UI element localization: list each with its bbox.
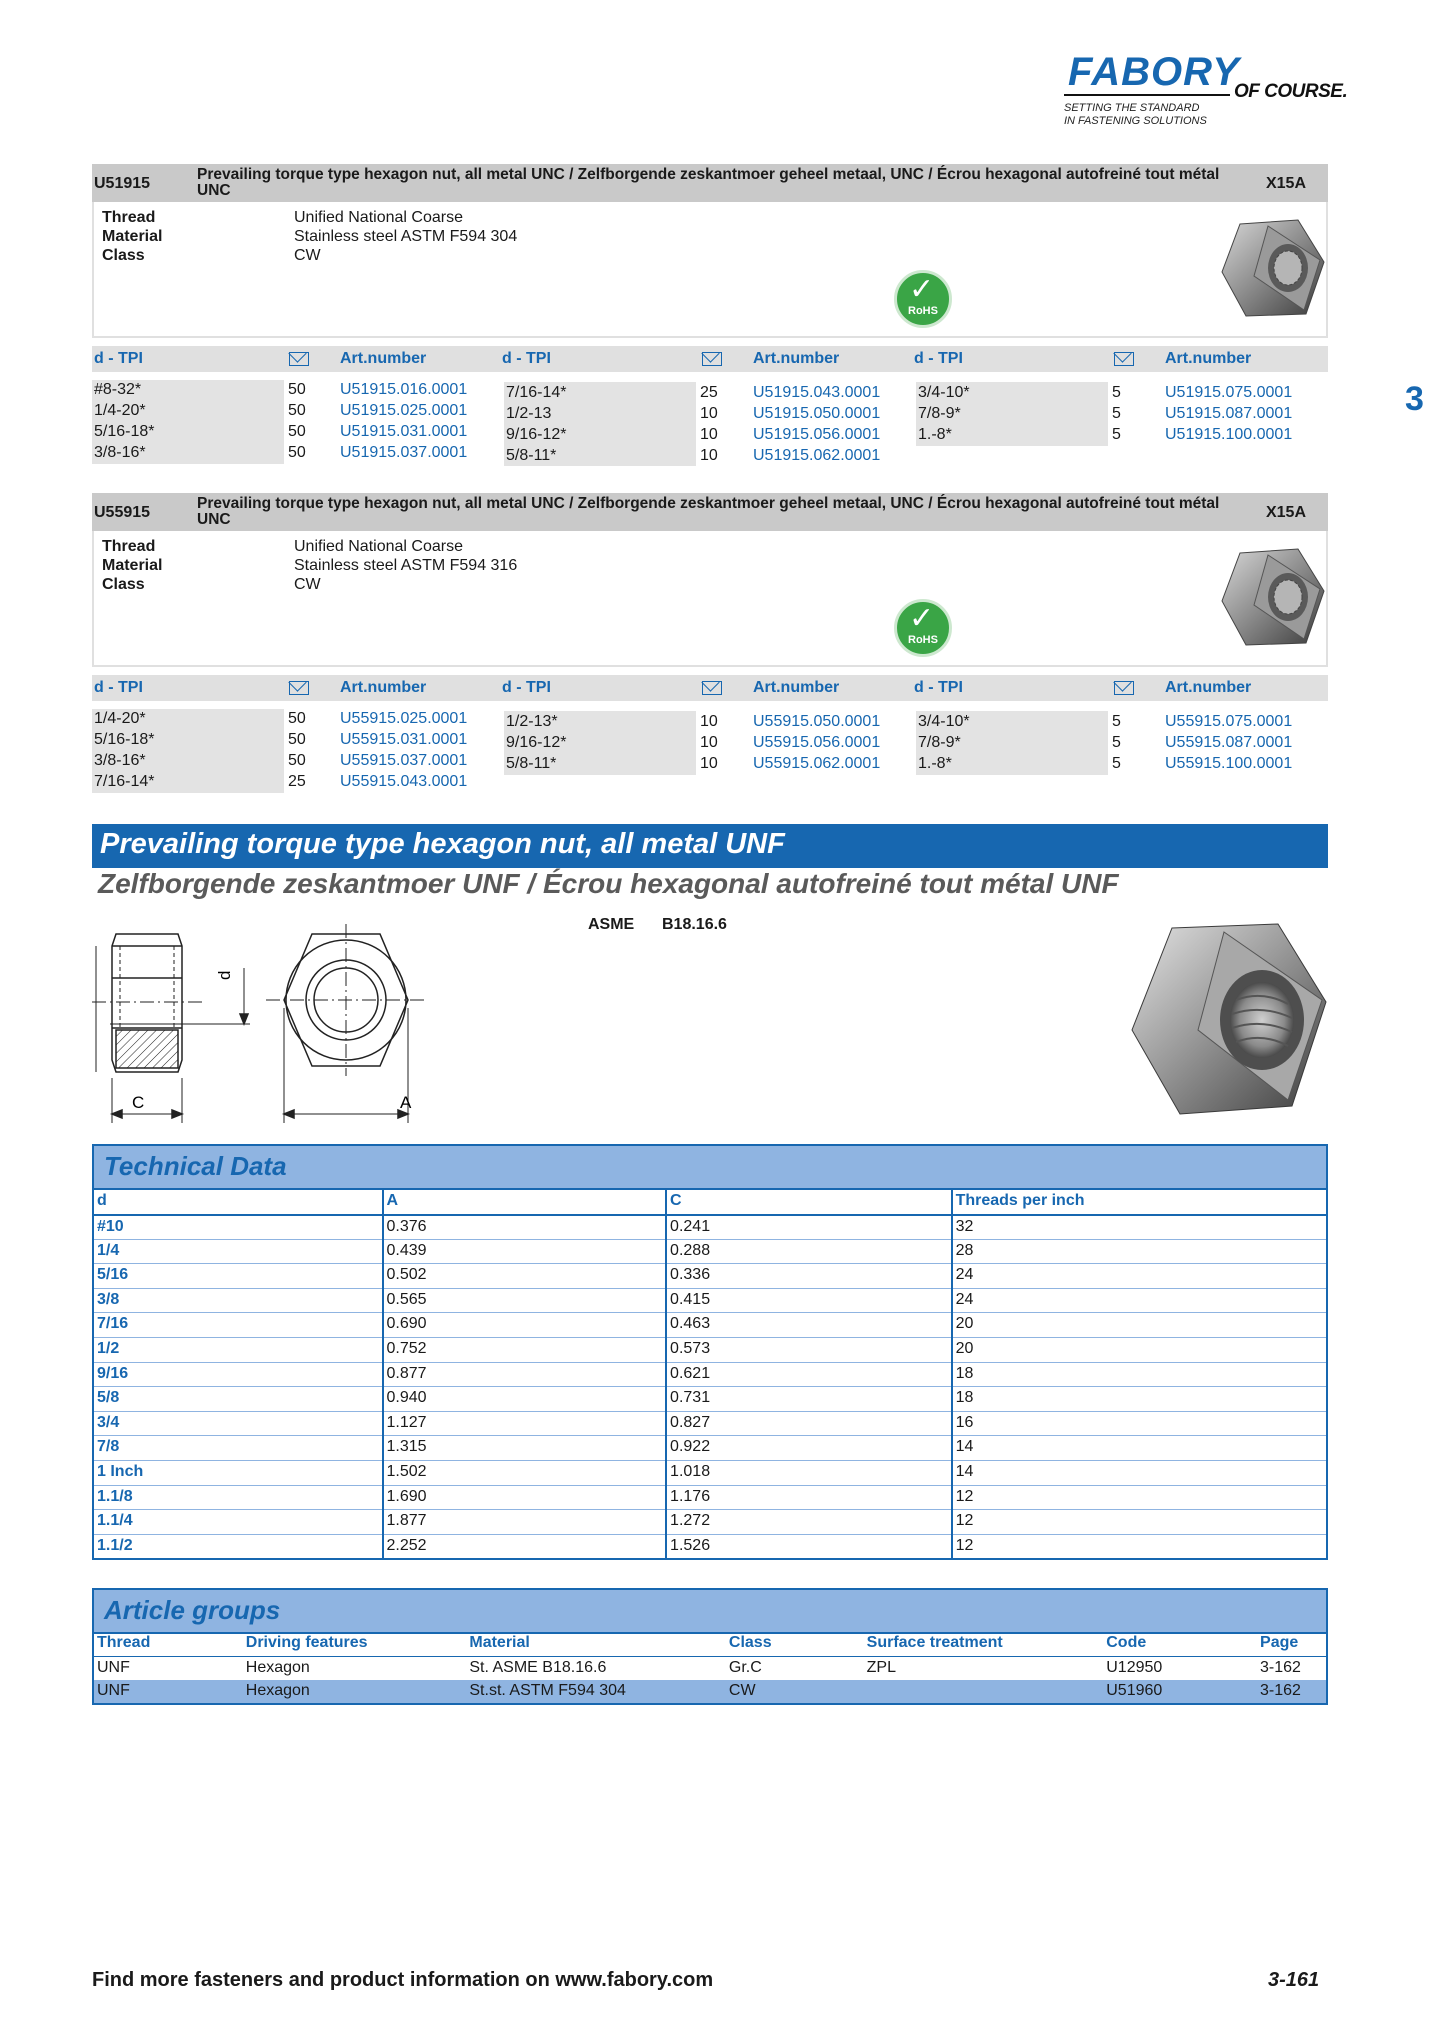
table-row (93, 1461, 1327, 1486)
table-cell: Gr.C (728, 1658, 762, 1676)
spec-label: Thread (102, 209, 156, 226)
table-cell: 1.315 (383, 1436, 667, 1461)
table-cell: 1.1/2 (93, 1534, 383, 1559)
variant-size: 3/8-16* (94, 444, 146, 461)
table-cell: Hexagon (243, 1680, 467, 1704)
table-cell: 1.690 (383, 1485, 667, 1510)
envelope-icon (289, 681, 309, 695)
spec-label: Material (102, 228, 163, 245)
variant-size: 5/16-18* (94, 423, 155, 440)
article-number-link[interactable]: U55915.050.0001 (753, 713, 881, 730)
section-title: Prevailing torque type hexagon nut, all metal UNF (100, 828, 785, 860)
envelope-icon (289, 352, 309, 366)
article-groups-header (92, 1588, 1328, 1634)
variant-qty: 50 (288, 402, 306, 419)
column-header: Page (1257, 1632, 1327, 1656)
table-cell: 12 (952, 1485, 1327, 1510)
variant-size: 7/8-9* (918, 405, 961, 422)
variant-qty: 5 (1112, 755, 1121, 772)
table-cell: 1.1/4 (93, 1510, 383, 1535)
standard-number: B18.16.6 (662, 916, 727, 933)
variant-size: 3/4-10* (918, 384, 970, 401)
hex-nut-image (1220, 545, 1326, 649)
table-cell: 32 (952, 1215, 1327, 1240)
table-cell: 0.621 (666, 1362, 952, 1387)
spec-value: Unified National Coarse (294, 538, 463, 555)
article-number-link[interactable]: U51915.025.0001 (340, 402, 468, 419)
col-art-number: Art.number (340, 679, 427, 696)
table-cell: #10 (93, 1215, 383, 1240)
table-cell: 9/16 (93, 1362, 383, 1387)
product-spec-box (92, 531, 1328, 667)
table-cell: 1.502 (383, 1461, 667, 1486)
article-number-link[interactable]: U55915.031.0001 (340, 731, 468, 748)
column-header: C (666, 1190, 952, 1215)
technical-drawing (90, 918, 480, 1128)
col-art-number: Art.number (753, 350, 840, 367)
variant-qty: 25 (288, 773, 306, 790)
spec-label: Class (102, 576, 145, 593)
table-cell: 1/4 (93, 1239, 383, 1264)
table-cell: 16 (952, 1411, 1327, 1436)
dimension-c-label: C (132, 1093, 145, 1112)
variant-size: 9/16-12* (506, 426, 567, 443)
variant-qty: 5 (1112, 384, 1121, 401)
col-d-tpi: d - TPI (914, 350, 963, 367)
table-cell: 18 (952, 1387, 1327, 1412)
table-cell: 1.1/8 (93, 1485, 383, 1510)
spec-label: Class (102, 247, 145, 264)
article-number-link[interactable]: U51915.100.0001 (1165, 426, 1293, 443)
table-cell: 0.415 (666, 1288, 952, 1313)
table-cell: CW (726, 1680, 864, 1704)
col-art-number: Art.number (1165, 350, 1252, 367)
dimension-d-label: d (215, 970, 234, 980)
table-header-row (93, 1190, 1327, 1215)
variant-header (92, 675, 1328, 701)
variant-size: 3/4-10* (918, 713, 970, 730)
table-cell: 20 (952, 1338, 1327, 1363)
table-cell: 1/2 (93, 1338, 383, 1363)
table-cell: 3/8 (93, 1288, 383, 1313)
table-cell: U51960 (1103, 1680, 1257, 1704)
product-title: Prevailing torque type hexagon nut, all metal UNC / Zelfborgende zeskantmoer geheel metaal, UNC / Écrou hexagonal autofreiné tout métal UNC (197, 166, 1220, 199)
rohs-badge (894, 599, 952, 657)
table-cell: 3-162 (1257, 1680, 1327, 1704)
table-cell: 14 (952, 1436, 1327, 1461)
table-cell: 28 (952, 1239, 1327, 1264)
variant-size: 1/4-20* (94, 710, 146, 727)
table-row (93, 1387, 1327, 1412)
brand-name: FABORY (1068, 50, 1240, 94)
table-cell: 24 (952, 1288, 1327, 1313)
variant-qty: 50 (288, 752, 306, 769)
table-cell: 0.690 (383, 1313, 667, 1338)
table-cell: 12 (952, 1534, 1327, 1559)
table-cell: 0.922 (666, 1436, 952, 1461)
table-cell: 1.877 (383, 1510, 667, 1535)
table-row (93, 1485, 1327, 1510)
dimension-a-label: A (400, 1093, 412, 1112)
brand-subline (1064, 102, 1284, 128)
variant-size: 1/2-13 (506, 405, 552, 422)
variant-grid (92, 709, 1328, 799)
variant-qty: 5 (1112, 426, 1121, 443)
section-subtitle: Zelfborgende zeskantmoer UNF / Écrou hexagonal autofreiné tout métal UNF (98, 868, 1119, 899)
table-row (93, 1313, 1327, 1338)
variant-qty: 5 (1112, 405, 1121, 422)
side-view (92, 934, 250, 1123)
table-cell: 1.526 (666, 1534, 952, 1559)
table-cell: 1.176 (666, 1485, 952, 1510)
col-art-number: Art.number (1165, 679, 1252, 696)
rohs-label: RoHS (908, 305, 938, 317)
spec-value: Unified National Coarse (294, 209, 463, 226)
table-cell: 18 (952, 1362, 1327, 1387)
hex-nut-image (1220, 216, 1326, 320)
table-cell: 20 (952, 1313, 1327, 1338)
table-cell: 0.241 (666, 1215, 952, 1240)
table-row (93, 1510, 1327, 1535)
article-number-link[interactable]: U51915.087.0001 (1165, 405, 1293, 422)
rohs-badge (894, 270, 952, 328)
table-cell: 0.877 (383, 1362, 667, 1387)
technical-data-table (92, 1190, 1328, 1560)
spec-value: CW (294, 576, 321, 593)
table-cell: 0.731 (666, 1387, 952, 1412)
table-cell: St. ASME B18.16.6 (469, 1658, 607, 1676)
table-cell: 5/16 (93, 1264, 383, 1289)
chapter-number: 3 (1405, 380, 1424, 418)
variant-qty: 10 (700, 713, 718, 730)
envelope-icon (702, 352, 722, 366)
check-icon: ✓ (909, 272, 935, 307)
col-d-tpi: d - TPI (94, 350, 143, 367)
variant-size: 1.-8* (918, 755, 952, 772)
article-number-link[interactable]: U55915.062.0001 (753, 755, 881, 772)
article-number-link[interactable]: U55915.087.0001 (1165, 734, 1293, 751)
article-number-link[interactable]: U51915.056.0001 (753, 426, 881, 443)
table-cell: Hexagon (245, 1658, 310, 1676)
technical-data-title: Technical Data (104, 1151, 287, 1181)
table-cell: U12950 (1106, 1658, 1163, 1676)
variant-qty: 10 (700, 426, 718, 443)
article-group-row[interactable] (93, 1680, 1327, 1704)
table-row (93, 1362, 1327, 1387)
article-number-link[interactable]: U51915.037.0001 (340, 444, 468, 461)
article-number-link[interactable]: U55915.100.0001 (1165, 755, 1293, 772)
variant-size: 7/16-14* (94, 773, 155, 790)
table-cell: 0.827 (666, 1411, 952, 1436)
footer-text: Find more fasteners and product information on www.fabory.com (92, 1969, 714, 1991)
table-cell (864, 1680, 1104, 1704)
article-number-link[interactable]: U55915.037.0001 (340, 752, 468, 769)
product-xcode: X15A (1265, 175, 1306, 192)
product-xcode: X15A (1265, 504, 1306, 521)
col-d-tpi: d - TPI (914, 679, 963, 696)
table-cell: 3/4 (93, 1411, 383, 1436)
column-header: Driving features (243, 1632, 467, 1656)
table-cell: 0.565 (383, 1288, 667, 1313)
table-cell: 0.439 (383, 1239, 667, 1264)
variant-qty: 50 (288, 710, 306, 727)
variant-qty: 5 (1112, 734, 1121, 751)
variant-qty: 10 (700, 405, 718, 422)
column-header: Surface treatment (864, 1632, 1104, 1656)
table-row (93, 1288, 1327, 1313)
column-header: d (93, 1190, 383, 1215)
product-title: Prevailing torque type hexagon nut, all metal UNC / Zelfborgende zeskantmoer geheel metaal, UNC / Écrou hexagonal autofreiné tout métal UNC (197, 495, 1220, 528)
table-cell: ZPL (866, 1658, 896, 1676)
table-cell: 0.376 (383, 1215, 667, 1240)
table-row (93, 1264, 1327, 1289)
variant-grid (92, 380, 1328, 470)
table-cell: 14 (952, 1461, 1327, 1486)
table-cell: 1 Inch (93, 1461, 383, 1486)
product-header (92, 164, 1328, 202)
table-cell: 0.463 (666, 1313, 952, 1338)
variant-qty: 10 (700, 447, 718, 464)
table-cell: 1.272 (666, 1510, 952, 1535)
table-cell: 24 (952, 1264, 1327, 1289)
table-header-row (93, 1632, 1327, 1656)
article-number-link[interactable]: U55915.043.0001 (340, 773, 468, 790)
article-number-link[interactable]: U51915.062.0001 (753, 447, 881, 464)
table-cell: 7/16 (93, 1313, 383, 1338)
product-code: U51915 (94, 175, 151, 192)
article-number-link[interactable]: U55915.075.0001 (1165, 713, 1293, 730)
product-code: U55915 (94, 504, 151, 521)
article-groups-title: Article groups (104, 1595, 281, 1625)
table-cell: 2.252 (383, 1534, 667, 1559)
table-cell: 5/8 (93, 1387, 383, 1412)
spec-value: CW (294, 247, 321, 264)
section-title-bar (92, 824, 1328, 868)
fabory-logo (1062, 52, 1362, 132)
column-header: Code (1103, 1632, 1257, 1656)
spec-value: Stainless steel ASTM F594 304 (294, 228, 518, 245)
table-row (93, 1411, 1327, 1436)
spec-label: Material (102, 557, 163, 574)
col-d-tpi: d - TPI (94, 679, 143, 696)
standard-org: ASME (588, 916, 635, 933)
table-cell: 12 (952, 1510, 1327, 1535)
table-cell: UNF (93, 1680, 243, 1704)
variant-qty: 50 (288, 423, 306, 440)
variant-size: 7/16-14* (506, 384, 567, 401)
table-row (93, 1215, 1327, 1240)
article-number-link[interactable]: U51915.031.0001 (340, 423, 468, 440)
variant-qty: 50 (288, 381, 306, 398)
variant-qty: 5 (1112, 713, 1121, 730)
column-header: Material (466, 1632, 726, 1656)
variant-size: 7/8-9* (918, 734, 961, 751)
variant-qty: 50 (288, 731, 306, 748)
envelope-icon (1114, 352, 1134, 366)
article-number-link[interactable]: U51915.043.0001 (753, 384, 881, 401)
variant-size: 1/2-13* (506, 713, 558, 730)
article-groups-table (92, 1632, 1328, 1705)
technical-data-header (92, 1144, 1328, 1190)
variant-size: 1.-8* (918, 426, 952, 443)
table-row (93, 1239, 1327, 1264)
variant-size: #8-32* (94, 381, 142, 398)
variant-size: 1/4-20* (94, 402, 146, 419)
column-header: A (383, 1190, 667, 1215)
table-cell: UNF (97, 1658, 130, 1676)
variant-qty: 50 (288, 444, 306, 461)
variant-size: 5/16-18* (94, 731, 155, 748)
table-cell: 7/8 (93, 1436, 383, 1461)
rohs-label: RoHS (908, 634, 938, 646)
column-header: Threads per inch (952, 1190, 1327, 1215)
table-cell: St.st. ASTM F594 304 (466, 1680, 726, 1704)
envelope-icon (702, 681, 722, 695)
variant-header (92, 346, 1328, 372)
col-art-number: Art.number (753, 679, 840, 696)
column-header: Thread (93, 1632, 243, 1656)
col-d-tpi: d - TPI (502, 350, 551, 367)
variant-size: 5/8-11* (506, 447, 557, 464)
spec-label: Thread (102, 538, 156, 555)
variant-qty: 25 (700, 384, 718, 401)
variant-qty: 10 (700, 734, 718, 751)
table-cell: 0.336 (666, 1264, 952, 1289)
variant-size: 5/8-11* (506, 755, 557, 772)
variant-qty: 10 (700, 755, 718, 772)
col-d-tpi: d - TPI (502, 679, 551, 696)
logo-underline (1064, 94, 1230, 96)
table-row (93, 1436, 1327, 1461)
article-number-link[interactable]: U55915.025.0001 (340, 710, 468, 727)
table-cell: 0.573 (666, 1338, 952, 1363)
table-row (93, 1338, 1327, 1363)
brand-sub1: SETTING THE STANDARD (1064, 102, 1200, 114)
page-number: 3-161 (1268, 1969, 1320, 1991)
table-cell: 3-162 (1260, 1658, 1301, 1676)
col-art-number: Art.number (340, 350, 427, 367)
table-cell: 0.502 (383, 1264, 667, 1289)
table-row (93, 1534, 1327, 1559)
article-number-link[interactable]: U55915.056.0001 (753, 734, 881, 751)
brand-sub2: IN FASTENING SOLUTIONS (1064, 115, 1207, 127)
table-cell: 1.018 (666, 1461, 952, 1486)
table-cell: 1.127 (383, 1411, 667, 1436)
hex-nut-photo (1128, 920, 1328, 1120)
envelope-icon (1114, 681, 1134, 695)
table-cell: 0.940 (383, 1387, 667, 1412)
check-icon: ✓ (909, 601, 935, 636)
article-group-row[interactable] (93, 1656, 1327, 1680)
variant-size: 9/16-12* (506, 734, 567, 751)
product-header (92, 493, 1328, 531)
article-number-link[interactable]: U51915.016.0001 (340, 381, 468, 398)
article-number-link[interactable]: U51915.050.0001 (753, 405, 881, 422)
brand-tagline: OF COURSE. (1234, 81, 1348, 102)
table-cell: 0.288 (666, 1239, 952, 1264)
variant-size: 3/8-16* (94, 752, 146, 769)
product-spec-box (92, 202, 1328, 338)
article-number-link[interactable]: U51915.075.0001 (1165, 384, 1293, 401)
column-header: Class (726, 1632, 864, 1656)
spec-value: Stainless steel ASTM F594 316 (294, 557, 518, 574)
table-cell: 0.752 (383, 1338, 667, 1363)
